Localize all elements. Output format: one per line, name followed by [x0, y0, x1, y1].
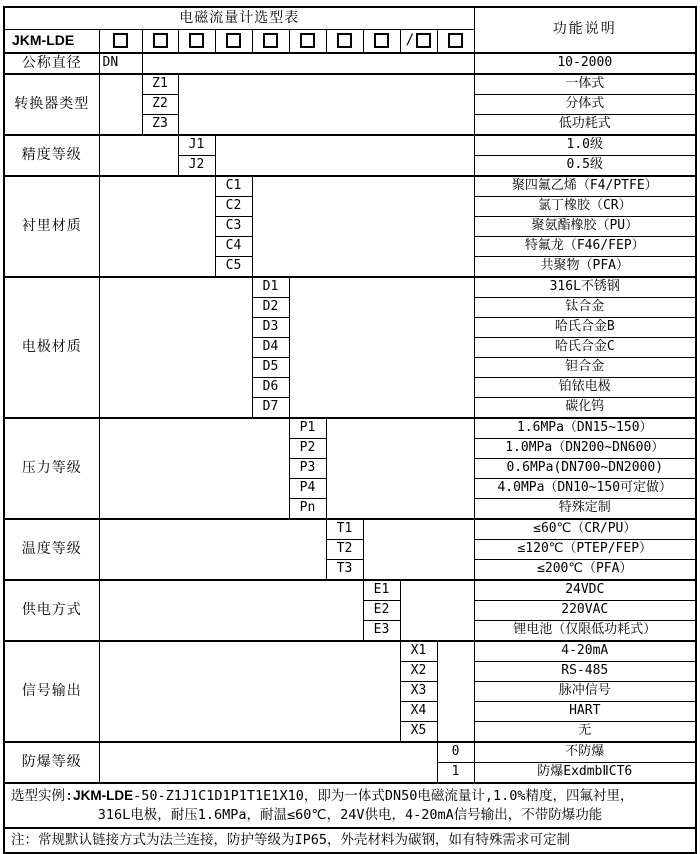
section-name: 信号输出: [4, 641, 99, 742]
desc-cell: 不防爆: [474, 742, 696, 763]
desc-cell: 24VDC: [474, 580, 696, 601]
code-cell: Z2: [142, 95, 178, 115]
code-cell: C1: [215, 176, 252, 197]
selection-example-note: [4, 783, 696, 828]
code-cell: C3: [215, 217, 252, 237]
spacer-cell: [99, 742, 437, 783]
section-name: 防爆等级: [4, 742, 99, 783]
code-cell: Z1: [142, 74, 178, 95]
desc-cell: ≤200℃（PFA）: [474, 560, 696, 581]
spacer-cell: [326, 418, 474, 519]
desc-cell: 低功耗式: [474, 115, 696, 136]
checkbox-icon: [448, 33, 463, 48]
code-cell: Z3: [142, 115, 178, 136]
section-name: 公称直径: [4, 53, 99, 74]
checkbox-icon: [374, 33, 389, 48]
section-name: 精度等级: [4, 135, 99, 176]
checkbox-cell: [178, 30, 215, 54]
desc-cell: 4.0MPa（DN10~150可定做）: [474, 479, 696, 499]
desc-cell: RS-485: [474, 662, 696, 682]
desc-cell: 哈氏合金C: [474, 338, 696, 358]
code-cell: J1: [178, 135, 215, 156]
code-cell: D4: [252, 338, 289, 358]
code-cell: X3: [400, 682, 437, 702]
spacer-cell: [99, 176, 215, 277]
section-name: 电极材质: [4, 277, 99, 418]
code-cell: D1: [252, 277, 289, 298]
code-cell: E2: [363, 601, 400, 621]
checkbox-cell: [326, 30, 363, 54]
spacer-cell: [142, 53, 474, 74]
code-cell: C4: [215, 237, 252, 257]
example-line2: 316L电极，耐压1.6MPa，耐温≤60℃，24V供电，4-20mA信号输出，不带防爆功能: [97, 807, 603, 823]
desc-cell: 316L不锈钢: [474, 277, 696, 298]
desc-cell: HART: [474, 702, 696, 722]
section-name: 衬里材质: [4, 176, 99, 277]
desc-cell: 10-2000: [474, 53, 696, 74]
section-name: 压力等级: [4, 418, 99, 519]
code-cell: P3: [289, 459, 326, 479]
code-cell: P4: [289, 479, 326, 499]
desc-cell: 哈氏合金B: [474, 318, 696, 338]
checkbox-cell: [363, 30, 400, 54]
desc-cell: ≤60℃（CR/PU）: [474, 519, 696, 540]
desc-cell: 氯丁橡胶（CR）: [474, 197, 696, 217]
desc-cell: 1.6MPa（DN15~150）: [474, 418, 696, 439]
spacer-cell: [289, 277, 474, 418]
desc-cell: 钽合金: [474, 358, 696, 378]
desc-cell: 一体式: [474, 74, 696, 95]
spacer-cell: [99, 580, 363, 641]
desc-cell: 共聚物（PFA）: [474, 257, 696, 278]
checkbox-cell: [437, 30, 474, 54]
code-cell: P2: [289, 439, 326, 459]
checkbox-icon: [189, 33, 204, 48]
example-rest: -50-Z1J1C1D1P1T1E1X10，即为一体式DN50电磁流量计,1.0%精度，四氟衬里，: [133, 788, 634, 804]
code-cell: T2: [326, 540, 363, 560]
desc-cell: 0.6MPa(DN700~DN2000): [474, 459, 696, 479]
code-cell: X5: [400, 722, 437, 743]
desc-cell: 分体式: [474, 95, 696, 115]
desc-cell: 聚氨酯橡胶（PU）: [474, 217, 696, 237]
code-cell: X4: [400, 702, 437, 722]
desc-cell: 特氟龙（F46/FEP）: [474, 237, 696, 257]
checkbox-icon: [263, 33, 278, 48]
desc-cell: 防爆ExdmbⅡCT6: [474, 763, 696, 784]
spacer-cell: [99, 519, 326, 580]
spacer-cell: [363, 519, 474, 580]
checkbox-icon: [153, 33, 168, 48]
spacer-cell: [215, 135, 474, 176]
desc-cell: 1.0MPa（DN200~DN600）: [474, 439, 696, 459]
code-cell: X2: [400, 662, 437, 682]
code-cell: D3: [252, 318, 289, 338]
desc-cell: 聚四氟乙烯（F4/PTFE）: [474, 176, 696, 197]
checkbox-icon: [416, 33, 431, 48]
code-cell: X1: [400, 641, 437, 662]
code-cell: P1: [289, 418, 326, 439]
spacer-cell: [99, 135, 178, 176]
code-cell: J2: [178, 156, 215, 177]
spacer-cell: [400, 580, 474, 641]
spacer-cell: [437, 641, 474, 742]
section-name: 供电方式: [4, 580, 99, 641]
spacer-cell: [99, 641, 400, 742]
code-cell: T1: [326, 519, 363, 540]
slash-separator: /: [405, 32, 415, 49]
checkbox-icon: [337, 33, 352, 48]
table-title: 电磁流量计选型表: [4, 7, 474, 30]
desc-cell: 1.0级: [474, 135, 696, 156]
checkbox-icon: [113, 33, 128, 48]
spacer-cell: [178, 74, 474, 135]
spacer-cell: [99, 277, 252, 418]
desc-cell: 锂电池（仅限低功耗式）: [474, 621, 696, 642]
code-cell: D5: [252, 358, 289, 378]
selection-table: [3, 6, 697, 854]
code-cell: E3: [363, 621, 400, 642]
code-cell: D2: [252, 298, 289, 318]
checkbox-cell: [252, 30, 289, 54]
code-cell: D6: [252, 378, 289, 398]
spacer-cell: [99, 74, 142, 135]
desc-cell: 特殊定制: [474, 499, 696, 520]
code-cell: C5: [215, 257, 252, 278]
desc-cell: 220VAC: [474, 601, 696, 621]
desc-cell: 钛合金: [474, 298, 696, 318]
spacer-cell: [252, 176, 474, 277]
section-name: 转换器类型: [4, 74, 99, 135]
code-cell: 0: [437, 742, 474, 763]
example-prefix: 选型实例:: [11, 788, 74, 804]
desc-cell: 铂铱电极: [474, 378, 696, 398]
desc-cell: ≤120℃（PTEP/FEP）: [474, 540, 696, 560]
code-cell: Pn: [289, 499, 326, 520]
checkbox-cell: [142, 30, 178, 54]
desc-cell: 无: [474, 722, 696, 743]
desc-cell: 4-20mA: [474, 641, 696, 662]
code-cell: DN: [99, 53, 142, 74]
code-cell: 1: [437, 763, 474, 784]
code-cell: D7: [252, 398, 289, 419]
example-model-code: JKM-LDE: [73, 788, 134, 803]
checkbox-cell: [289, 30, 326, 54]
desc-cell: 脉冲信号: [474, 682, 696, 702]
desc-cell: 0.5级: [474, 156, 696, 177]
spacer-cell: [99, 418, 289, 519]
checkbox-cell: [99, 30, 142, 54]
example-line1: [11, 786, 689, 806]
remark-note: 注：常规默认链接方式为法兰连接，防护等级为IP65，外壳材料为碳钢，如有特殊需求可定制: [4, 828, 696, 853]
checkbox-cell-with-slash: [400, 30, 437, 54]
checkbox-cell: [215, 30, 252, 54]
model-prefix: JKM-LDE: [4, 30, 99, 54]
checkbox-icon: [226, 33, 241, 48]
function-column-header: 功能说明: [474, 7, 696, 53]
code-cell: T3: [326, 560, 363, 581]
section-name: 温度等级: [4, 519, 99, 580]
code-cell: E1: [363, 580, 400, 601]
code-cell: C2: [215, 197, 252, 217]
checkbox-icon: [300, 33, 315, 48]
desc-cell: 碳化钨: [474, 398, 696, 419]
